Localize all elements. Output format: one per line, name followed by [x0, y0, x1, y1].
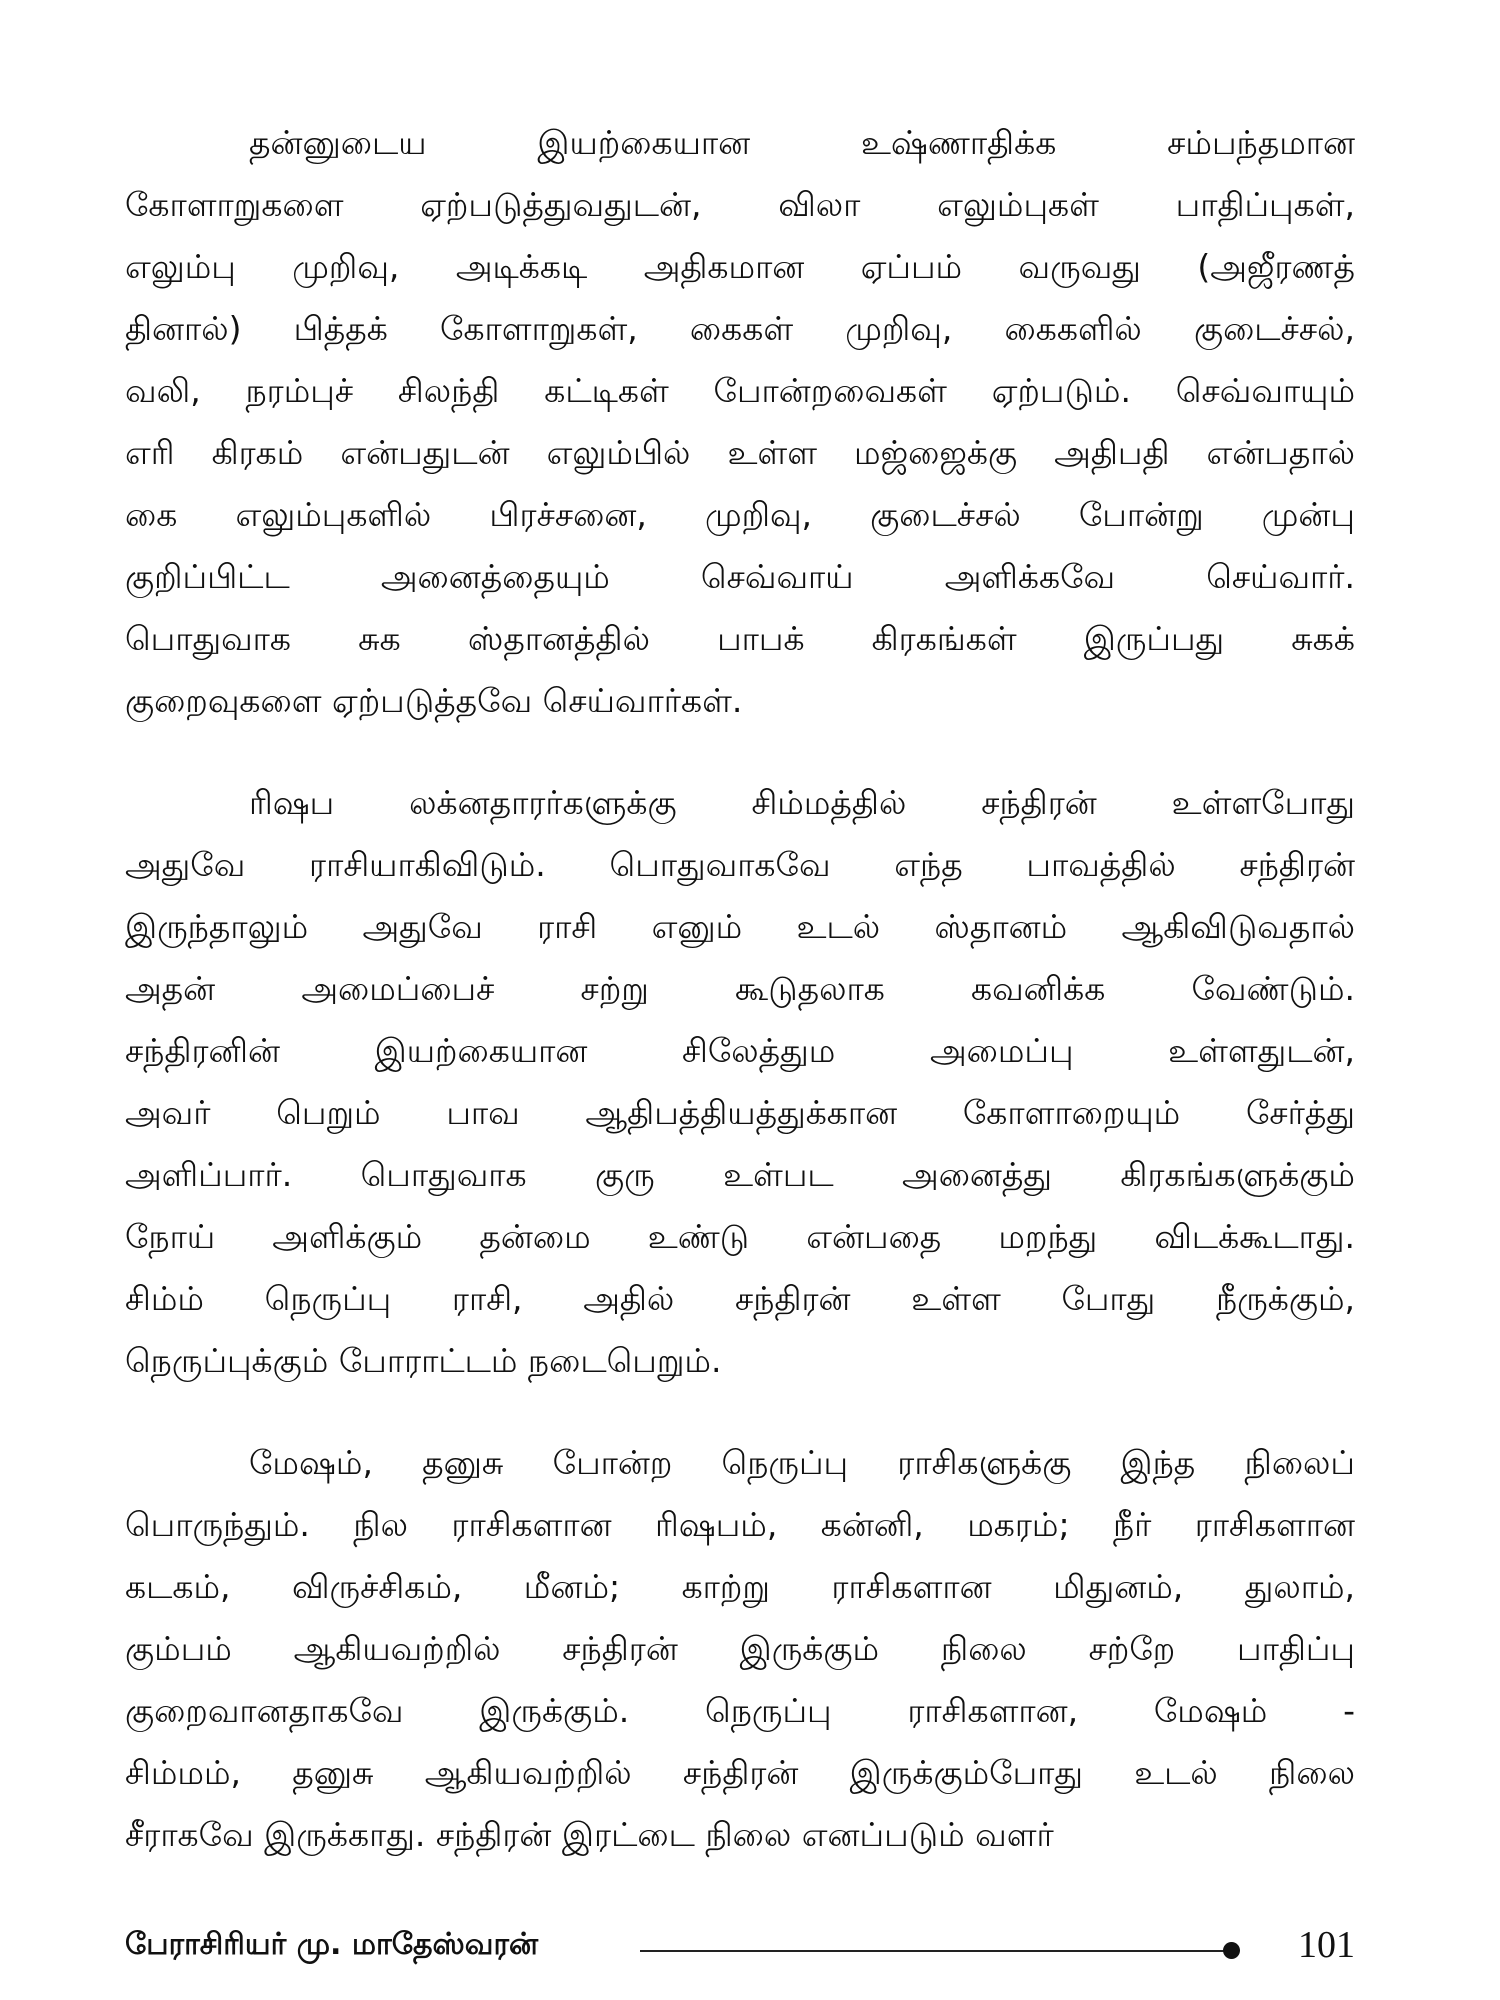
text-line: கடகம், விருச்சிகம், மீனம்; காற்று ராசிகளான மிதுனம், துலாம், [125, 1567, 1355, 1606]
text-line: அவர் பெறும் பாவ ஆதிபத்தியத்துக்கான கோளாறையும் சேர்த்து [125, 1093, 1355, 1132]
text-line: அதன் அமைப்பைச் சற்று கூடுதலாக கவனிக்க வேண்டும். [125, 969, 1355, 1008]
text-line: கை எலும்புகளில் பிரச்சனை, முறிவு, குடைச்சல் போன்று முன்பு [125, 495, 1355, 534]
text-line: பொருந்தும். நில ராசிகளான ரிஷபம், கன்னி, மகரம்; நீர் ராசிகளான [125, 1505, 1355, 1544]
text-line: நோய் அளிக்கும் தன்மை உண்டு என்பதை மறந்து விடக்கூடாது. [125, 1217, 1355, 1256]
text-line: இருந்தாலும் அதுவே ராசி எனும் உடல் ஸ்தானம் ஆகிவிடுவதால் [125, 907, 1355, 946]
paragraph [125, 1432, 1355, 1866]
text-line: தன்னுடைய இயற்கையான உஷ்ணாதிக்க சம்பந்தமான [249, 123, 1355, 162]
text-line: நெருப்புக்கும் போராட்டம் நடைபெறும். [125, 1341, 722, 1380]
text-line: அதுவே ராசியாகிவிடும். பொதுவாகவே எந்த பாவத்தில் சந்திரன் [125, 845, 1355, 884]
footer-rule [640, 1950, 1225, 1952]
paragraph [125, 112, 1355, 732]
text-line: குறைவானதாகவே இருக்கும். நெருப்பு ராசிகளான, மேஷம் - [125, 1691, 1355, 1730]
text-line: எரி கிரகம் என்பதுடன் எலும்பில் உள்ள மஜ்ஜைக்கு அதிபதி என்பதால் [125, 433, 1355, 472]
footer-bullet-dot [1223, 1942, 1240, 1959]
text-line: கோளாறுகளை ஏற்படுத்துவதுடன், விலா எலும்புகள் பாதிப்புகள், [125, 185, 1355, 224]
text-line: பொதுவாக சுக ஸ்தானத்தில் பாபக் கிரகங்கள் இருப்பது சுகக் [125, 619, 1355, 658]
text-line: சிம்மம், தனுசு ஆகியவற்றில் சந்திரன் இருக்கும்போது உடல் நிலை [125, 1753, 1355, 1792]
text-line: சிம்ம் நெருப்பு ராசி, அதில் சந்திரன் உள்ள போது நீருக்கும், [125, 1279, 1355, 1318]
author-name: பேராசிரியர் மு. மாதேஸ்வரன் [125, 1927, 539, 1962]
page-footer [125, 1920, 1355, 1970]
text-line: குறிப்பிட்ட அனைத்தையும் செவ்வாய் அளிக்கவே செய்வார். [125, 557, 1355, 596]
text-line: அளிப்பார். பொதுவாக குரு உள்பட அனைத்து கிரகங்களுக்கும் [125, 1155, 1355, 1194]
text-line: குறைவுகளை ஏற்படுத்தவே செய்வார்கள். [125, 681, 743, 720]
text-line: சந்திரனின் இயற்கையான சிலேத்தும அமைப்பு உள்ளதுடன், [125, 1031, 1355, 1070]
text-line: எலும்பு முறிவு, அடிக்கடி அதிகமான ஏப்பம் வருவது (அஜீரணத் [125, 247, 1355, 286]
text-line: வலி, நரம்புச் சிலந்தி கட்டிகள் போன்றவைகள் ஏற்படும். செவ்வாயும் [125, 371, 1355, 410]
page-number: 101 [1298, 1924, 1355, 1966]
paragraph [125, 772, 1355, 1392]
page-body [125, 112, 1355, 1906]
text-line: கும்பம் ஆகியவற்றில் சந்திரன் இருக்கும் நிலை சற்றே பாதிப்பு [125, 1629, 1355, 1668]
text-line: தினால்) பித்தக் கோளாறுகள், கைகள் முறிவு, கைகளில் குடைச்சல், [125, 309, 1355, 348]
text-line: மேஷம், தனுசு போன்ற நெருப்பு ராசிகளுக்கு இந்த நிலைப் [249, 1443, 1355, 1482]
text-line: ரிஷப லக்னதாரர்களுக்கு சிம்மத்தில் சந்திரன் உள்ளபோது [249, 783, 1355, 822]
text-line: சீராகவே இருக்காது. சந்திரன் இரட்டை நிலை எனப்படும் வளர் [125, 1815, 1054, 1854]
